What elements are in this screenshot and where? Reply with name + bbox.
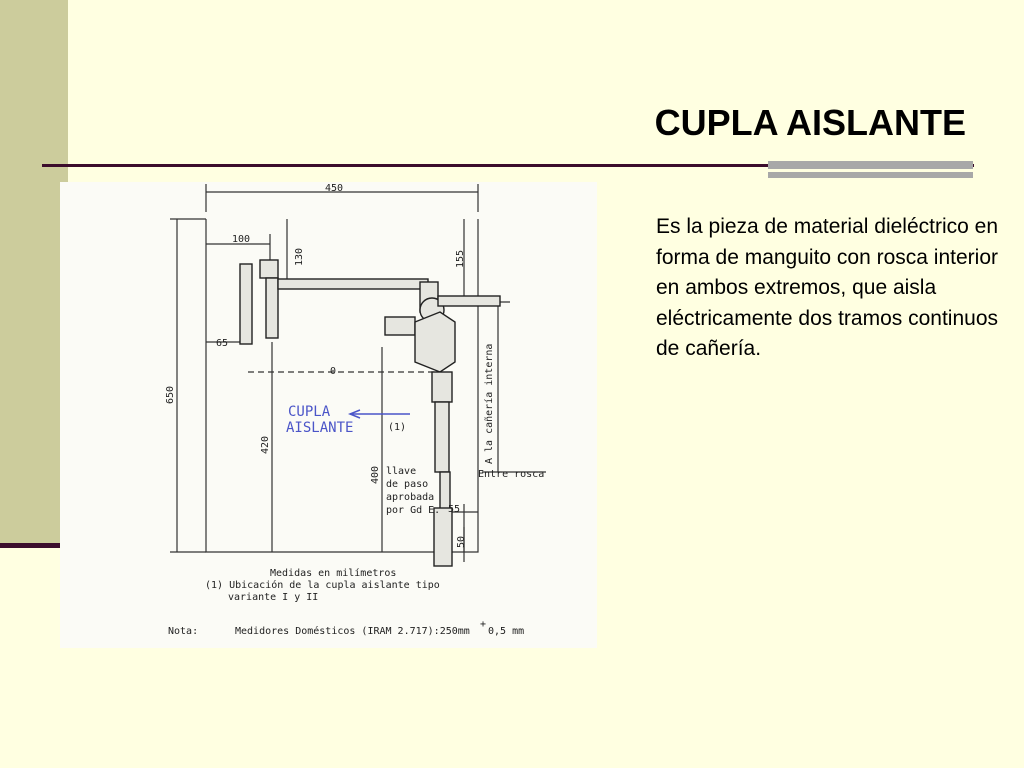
dim-450: 450 (325, 183, 344, 194)
zero-mark: 0 (330, 366, 337, 377)
handwritten-line2: AISLANTE (286, 420, 354, 436)
piping (240, 260, 500, 566)
dim-400: 400 (370, 465, 381, 484)
sidebar-rule (0, 543, 68, 548)
dim-65: 65 (216, 338, 229, 349)
nota-label: Nota: (168, 626, 199, 637)
dim-155: 155 (455, 249, 466, 268)
valve-label-1: llave (386, 466, 417, 477)
dim-100: 100 (232, 234, 251, 245)
pipe-label: A la cañería interna (484, 343, 495, 464)
dim-55: 55 (448, 504, 461, 515)
title-rule-accent (768, 158, 973, 180)
handwritten-annotation (286, 404, 353, 436)
valve-label-3: aprobada (386, 492, 435, 503)
valve-label-4: por Gd E. (386, 505, 441, 516)
technical-drawing (60, 182, 597, 648)
drawing-svg (60, 182, 597, 648)
body-text: Es la pieza de material dieléctrico en forma de manguito con rosca interior en ambos extremos, que aisla eléctricamente dos tramos continuos de cañería. (656, 215, 999, 360)
nota-tolerance-sup: + (480, 619, 487, 630)
sidebar-decoration (0, 0, 68, 546)
note-units: Medidas en milímetros (270, 568, 397, 579)
nota-text: Medidores Domésticos (IRAM 2.717):250mm (235, 626, 470, 637)
dim-650: 650 (165, 385, 176, 404)
slide-title: CUPLA AISLANTE (654, 102, 966, 143)
note-1-line2: variante I y II (228, 592, 319, 603)
note-1-line1: (1) Ubicación de la cupla aislante tipo (205, 580, 440, 591)
callout-1: (1) (388, 422, 407, 433)
thread-label: Entre rosca (478, 469, 545, 480)
nota-tolerance: 0,5 mm (488, 626, 525, 637)
dim-130: 130 (294, 247, 305, 266)
dim-50: 50 (456, 535, 467, 548)
handwritten-line1: CUPLA (288, 404, 331, 420)
valve-label-2: de paso (386, 479, 429, 490)
dim-420: 420 (260, 435, 271, 454)
